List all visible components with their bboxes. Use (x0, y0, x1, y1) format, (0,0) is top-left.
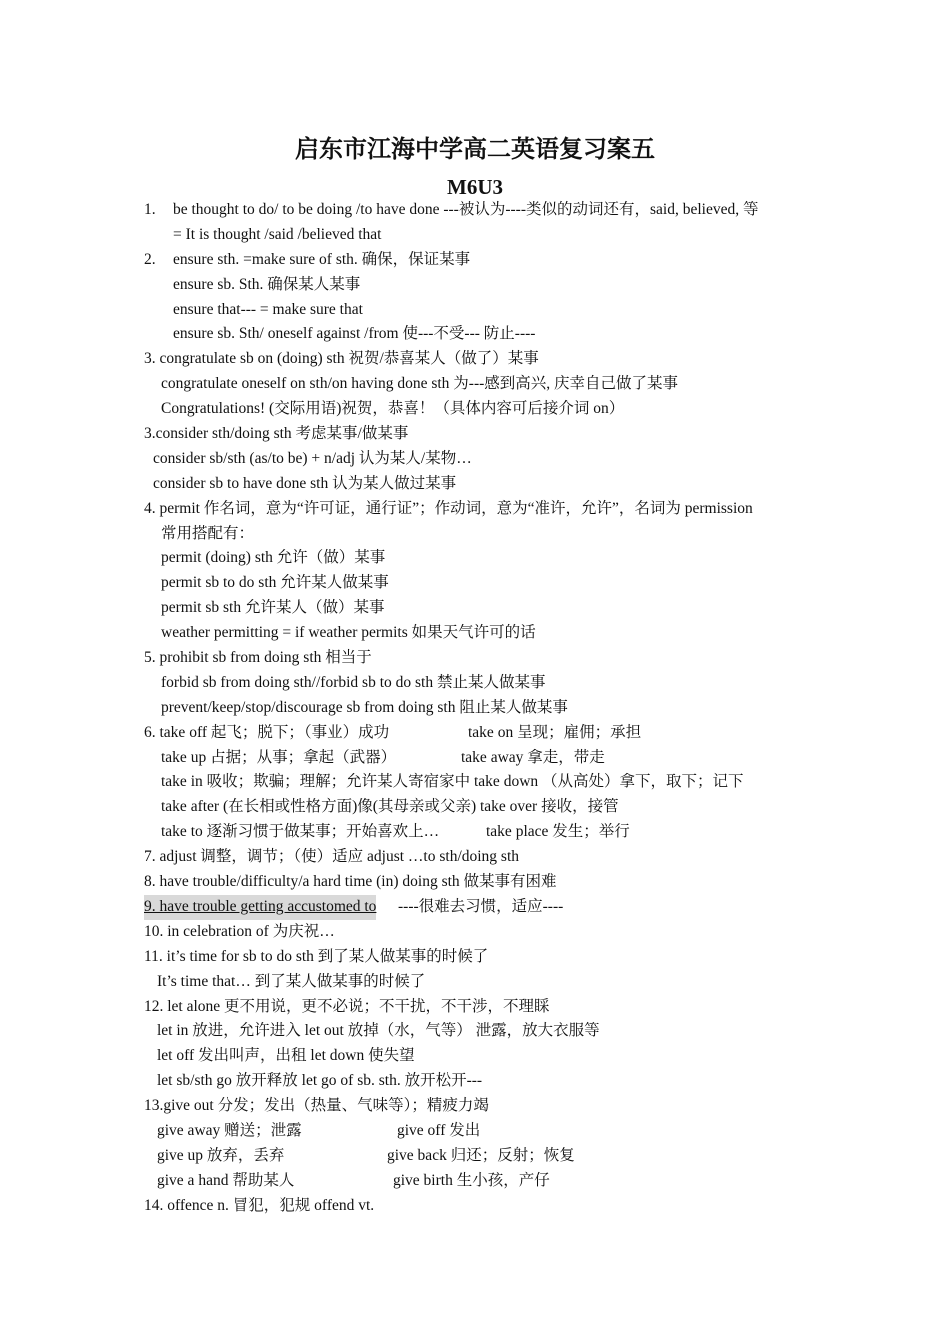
note-line (0, 1169, 950, 1194)
note-text: permit sb sth 允许某人（做）某事 (161, 599, 385, 617)
note-text: Congratulations! (交际用语)祝贺，恭喜！（具体内容可后接介词 on） (161, 400, 625, 418)
note-text: give away 赠送；泄露 (157, 1121, 302, 1139)
note-text: 3. congratulate sb on (doing) sth 祝贺/恭喜某人（做了）某事 (144, 350, 539, 368)
note-text: take up 占据；从事；拿起（武器） (161, 748, 397, 766)
note-text: take to 逐渐习惯于做某事；开始喜欢上… (161, 823, 440, 841)
note-text: 5. prohibit sb from doing sth 相当于 (144, 649, 372, 667)
note-line (0, 920, 950, 945)
note-line (0, 273, 950, 298)
note-text: 13.give out 分发；发出（热量、气味等）；精疲力竭 (144, 1097, 489, 1115)
note-line (0, 795, 950, 820)
note-line (0, 347, 950, 372)
note-text: give birth 生小孩，产仔 (393, 1171, 550, 1189)
note-text: let sb/sth go 放开释放 let go of sb. sth. 放开松开--- (157, 1072, 483, 1090)
note-line (0, 472, 950, 497)
note-line (0, 870, 950, 895)
note-text: 7. adjust 调整，调节；（使）适应 adjust …to sth/doing sth (144, 848, 520, 866)
note-line (0, 372, 950, 397)
document-title: 启东市江海中学高二英语复习案五 (295, 134, 655, 163)
note-line (0, 621, 950, 646)
note-line (0, 970, 950, 995)
note-line (0, 546, 950, 571)
note-text: consider sb to have done sth 认为某人做过某事 (153, 474, 457, 492)
note-line (0, 223, 950, 248)
note-text: take place 发生；举行 (486, 823, 630, 841)
document-subtitle: M6U3 (447, 175, 503, 199)
note-text: give back 归还；反射；恢复 (387, 1146, 575, 1164)
note-line (0, 671, 950, 696)
note-text: ensure sb. Sth. 确保某人某事 (173, 275, 361, 293)
note-line (0, 1069, 950, 1094)
note-text: 12. let alone 更不用说，更不必说；不干扰，不干涉，不理睬 (144, 997, 550, 1015)
list-number: 1. (144, 201, 156, 218)
note-text: take after (在长相或性格方面)像(其母亲或父亲) take over 接收，接管 (161, 798, 619, 816)
list-number: 2. (144, 250, 156, 268)
highlighted-text: 9. have trouble getting accustomed to (144, 895, 376, 920)
note-text: ensure that--- = make sure that (173, 300, 363, 318)
note-line (0, 995, 950, 1020)
note-line (0, 770, 950, 795)
note-text: take on 呈现；雇佣；承担 (468, 723, 642, 741)
note-line (0, 522, 950, 547)
note-text: permit sb to do sth 允许某人做某事 (161, 574, 389, 592)
note-line (0, 746, 950, 771)
note-text: let off 发出叫声，出租 let down 使失望 (157, 1047, 415, 1065)
note-text: take away 拿走，带走 (461, 748, 605, 766)
note-text: consider sb/sth (as/to be) + n/adj 认为某人/某物… (153, 449, 472, 467)
note-line (0, 298, 950, 323)
note-line (0, 721, 950, 746)
note-text: 6. take off 起飞；脱下；（事业）成功 (144, 723, 390, 741)
note-line (0, 646, 950, 671)
note-text: permit (doing) sth 允许（做）某事 (161, 549, 386, 567)
note-text: forbid sb from doing sth//forbid sb to do sth 禁止某人做某事 (161, 673, 546, 691)
note-text: 8. have trouble/difficulty/a hard time (in) doing sth 做某事有困难 (144, 873, 557, 891)
note-line (0, 322, 950, 347)
note-text: weather permitting = if weather permits 如果天气许可的话 (161, 624, 536, 642)
note-line (0, 1094, 950, 1119)
note-text: 11. it’s time for sb to do sth 到了某人做某事的时候了 (144, 947, 489, 965)
note-line (0, 248, 950, 273)
note-text: prevent/keep/stop/discourage sb from doing sth 阻止某人做某事 (161, 698, 568, 716)
note-text: be thought to do/ to be doing /to have done ---被认为----类似的动词还有，said, believed, 等 (173, 201, 759, 218)
note-text: = It is thought /said /believed that (173, 225, 382, 243)
note-text: give up 放弃，丢弃 (157, 1146, 285, 1164)
note-line (0, 1044, 950, 1069)
note-line (0, 1119, 950, 1144)
note-line (0, 497, 950, 522)
note-line (0, 945, 950, 970)
note-line (0, 571, 950, 596)
note-text: 常用搭配有： (161, 524, 255, 542)
note-text: ----很难去习惯，适应---- (398, 897, 564, 915)
note-text: 3.consider sth/doing sth 考虑某事/做某事 (144, 425, 409, 443)
note-text: ensure sth. =make sure of sth. 确保，保证某事 (173, 250, 471, 268)
note-line (0, 1194, 950, 1219)
note-line (0, 397, 950, 422)
notes-body (0, 198, 950, 1219)
note-text: congratulate oneself on sth/on having done sth 为---感到高兴, 庆幸自己做了某事 (161, 375, 679, 393)
note-line (0, 845, 950, 870)
note-text: give a hand 帮助某人 (157, 1171, 295, 1189)
note-line (0, 820, 950, 845)
note-line (0, 422, 950, 447)
note-text: give off 发出 (397, 1121, 481, 1139)
note-line (0, 895, 950, 920)
note-text: 14. offence n. 冒犯，犯规 offend vt. (144, 1196, 375, 1214)
note-text: 4. permit 作名词，意为“许可证，通行证”；作动词，意为“准许，允许”，名词为 permission (144, 499, 753, 517)
note-line (0, 696, 950, 721)
note-line (0, 596, 950, 621)
note-line (0, 447, 950, 472)
note-text: let in 放进，允许进入 let out 放掉（水，气等） 泄露，放大衣服等 (157, 1022, 600, 1040)
note-text: 10. in celebration of 为庆祝… (144, 922, 335, 940)
note-line (0, 1144, 950, 1169)
note-text: It’s time that… 到了某人做某事的时候了 (157, 972, 426, 990)
note-text: take in 吸收；欺骗；理解；允许某人寄宿家中 take down （从高处）拿下，取下；记下 (161, 773, 744, 791)
note-line (0, 1019, 950, 1044)
note-text: ensure sb. Sth/ oneself against /from 使---不受--- 防止---- (173, 325, 536, 343)
note-line (0, 198, 950, 223)
